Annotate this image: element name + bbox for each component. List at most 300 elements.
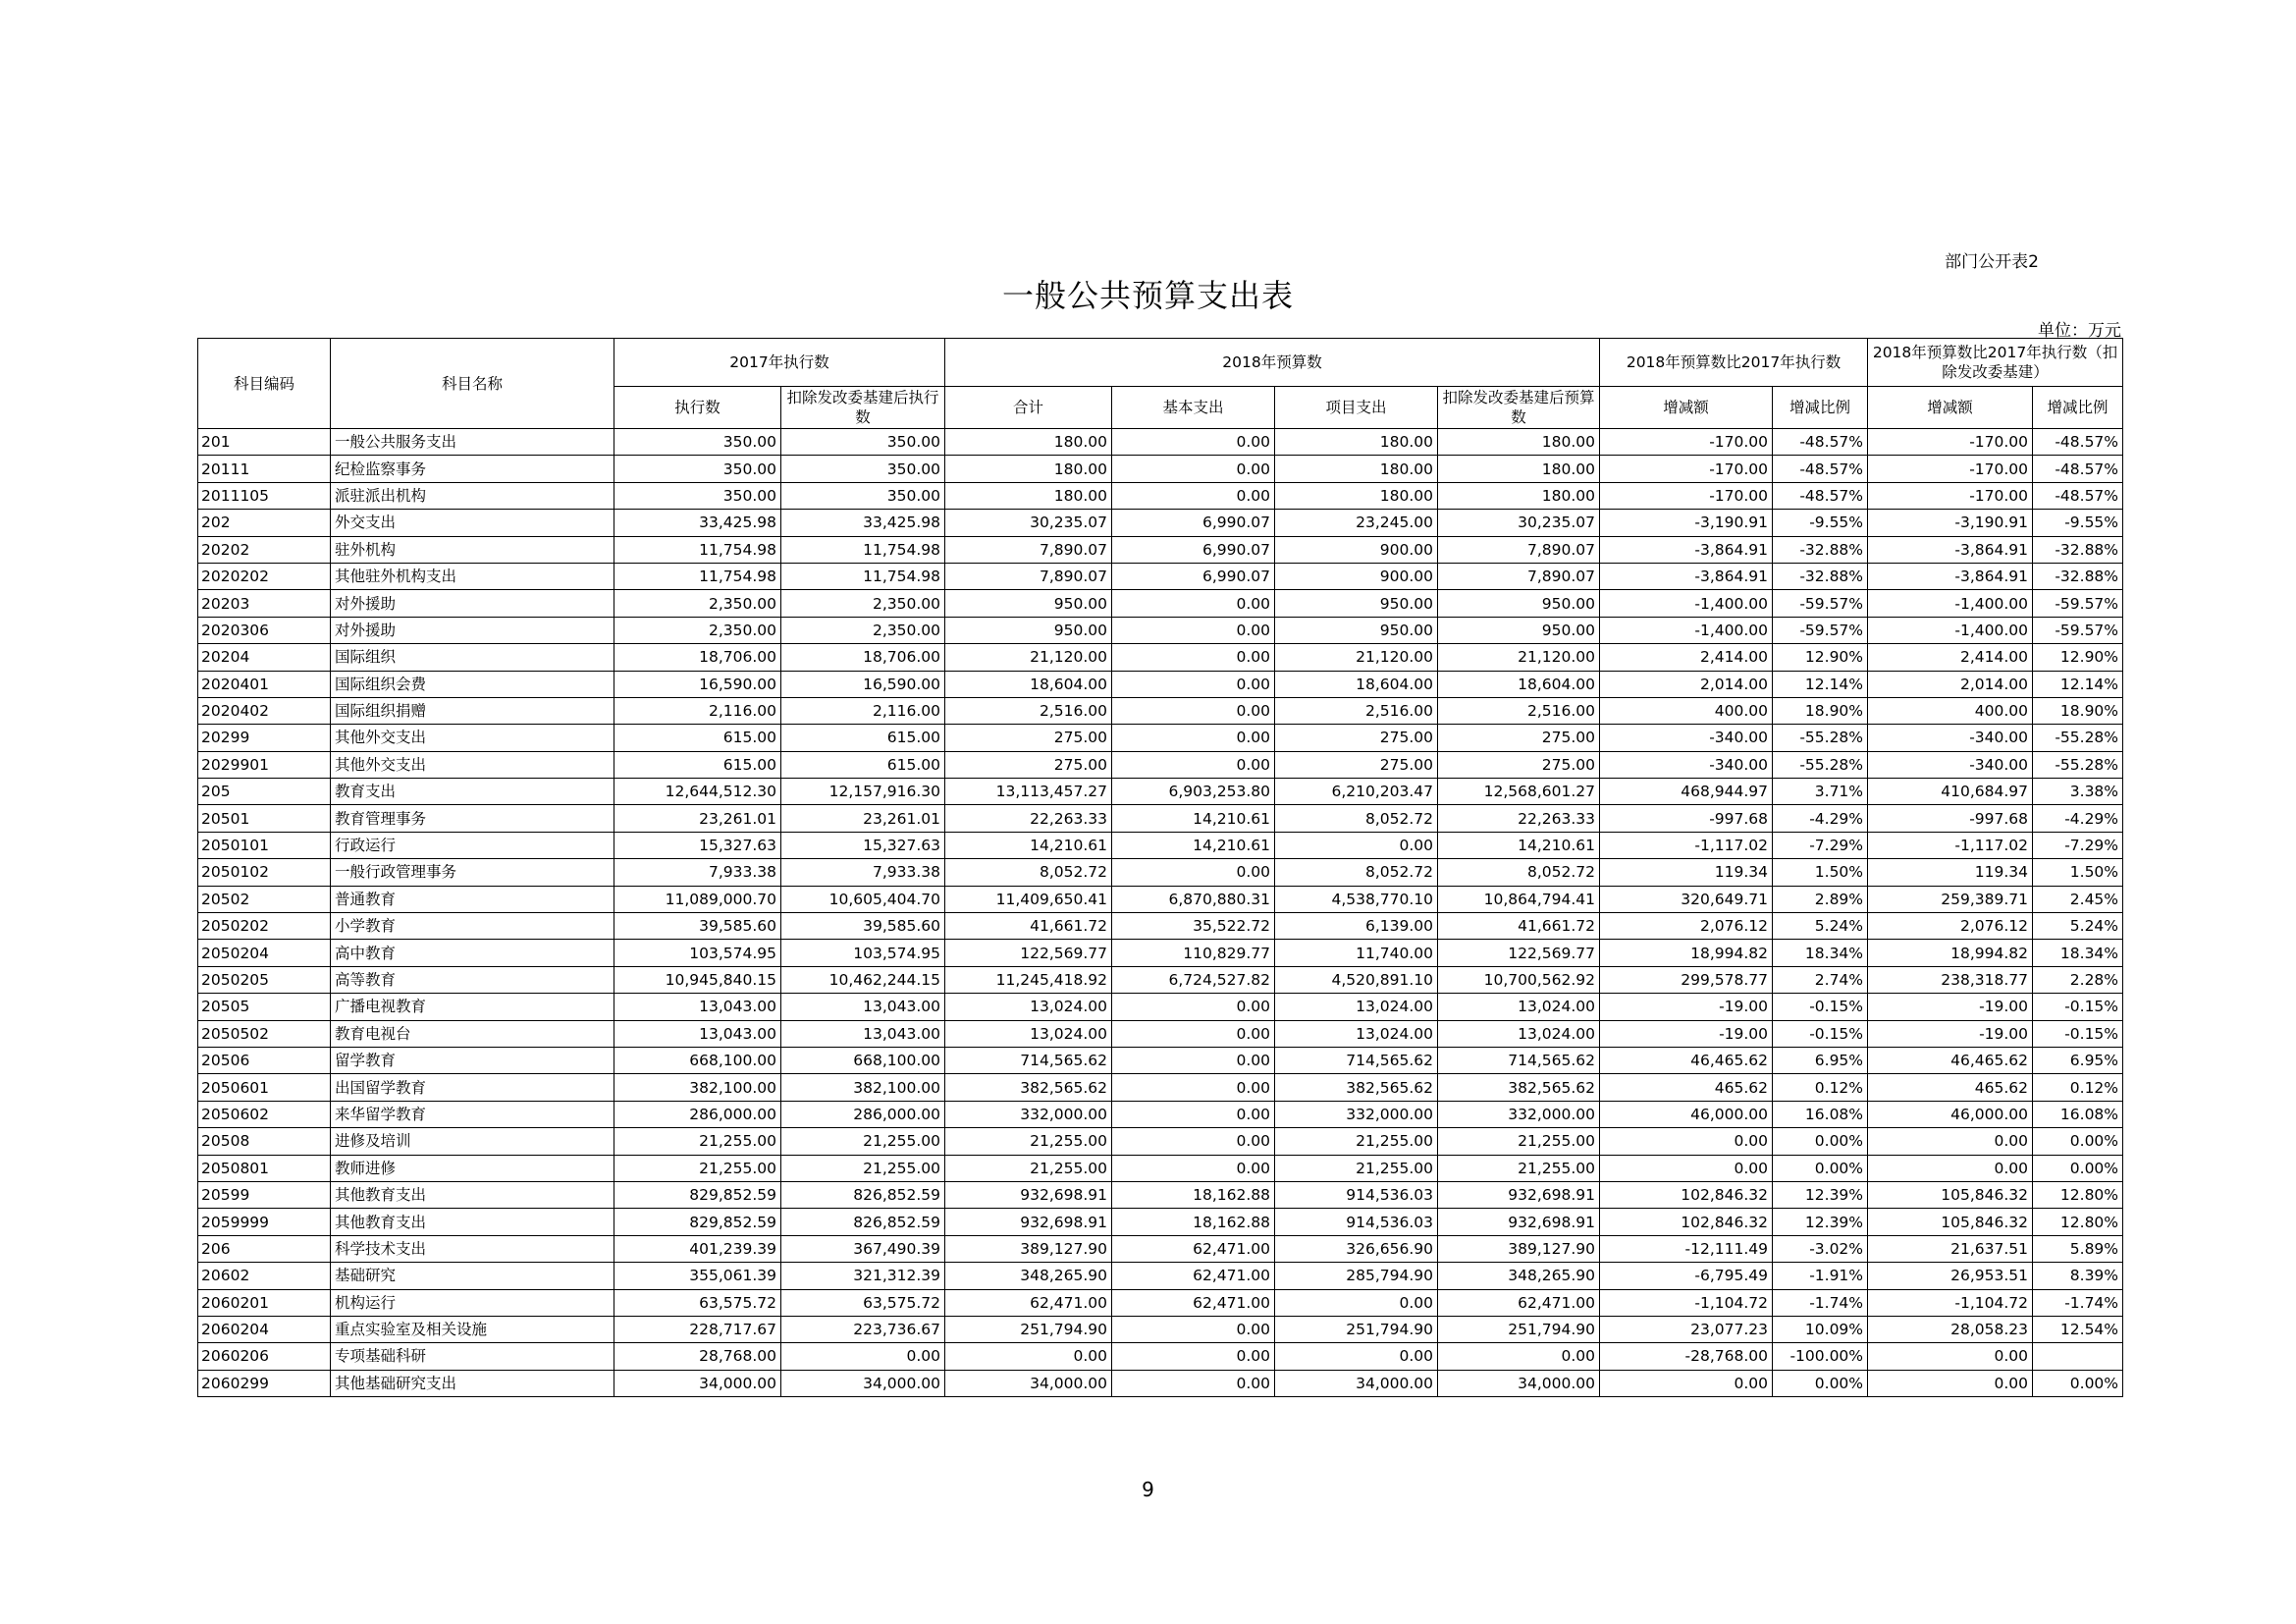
row-value: 2,516.00 bbox=[945, 697, 1112, 724]
row-value: -19.00 bbox=[1868, 1020, 2033, 1047]
row-value: 2,414.00 bbox=[1868, 644, 2033, 671]
row-value: 62,471.00 bbox=[1112, 1289, 1275, 1316]
row-value: 238,318.77 bbox=[1868, 966, 2033, 993]
row-value: 119.34 bbox=[1600, 859, 1773, 886]
row-value: 932,698.91 bbox=[945, 1181, 1112, 1208]
row-value: 34,000.00 bbox=[1438, 1370, 1600, 1396]
row-value: 382,565.62 bbox=[1438, 1074, 1600, 1101]
row-value: -1,117.02 bbox=[1868, 832, 2033, 858]
row-value: -997.68 bbox=[1868, 805, 2033, 832]
table-row bbox=[198, 940, 2123, 966]
row-value: 13,024.00 bbox=[1438, 994, 1600, 1020]
row-value: 0.00 bbox=[781, 1343, 945, 1370]
row-value: 2,516.00 bbox=[1275, 697, 1438, 724]
table-row bbox=[198, 1370, 2123, 1396]
row-name: 其他教育支出 bbox=[331, 1209, 614, 1235]
table-row bbox=[198, 805, 2123, 832]
row-value: -170.00 bbox=[1868, 482, 2033, 509]
row-value: 26,953.51 bbox=[1868, 1263, 2033, 1289]
row-code: 201 bbox=[198, 429, 331, 456]
table-row bbox=[198, 429, 2123, 456]
row-value: 5.24% bbox=[1773, 913, 1868, 940]
row-value: -55.28% bbox=[1773, 725, 1868, 751]
row-value: 21,255.00 bbox=[1275, 1155, 1438, 1181]
header-basic: 基本支出 bbox=[1112, 387, 1275, 429]
row-value: 11,245,418.92 bbox=[945, 966, 1112, 993]
row-value: 275.00 bbox=[1275, 725, 1438, 751]
row-value: -4.29% bbox=[1773, 805, 1868, 832]
row-value: 21,255.00 bbox=[945, 1128, 1112, 1155]
row-value: 180.00 bbox=[1275, 456, 1438, 482]
page-title: 一般公共预算支出表 bbox=[1001, 277, 1294, 314]
row-value: 0.00 bbox=[1112, 671, 1275, 697]
row-value: 400.00 bbox=[1600, 697, 1773, 724]
row-name: 教育电视台 bbox=[331, 1020, 614, 1047]
row-value: 105,846.32 bbox=[1868, 1181, 2033, 1208]
row-value: 7,890.07 bbox=[945, 536, 1112, 563]
row-code: 2050502 bbox=[198, 1020, 331, 1047]
row-value: 251,794.90 bbox=[1438, 1316, 1600, 1342]
row-value: 46,000.00 bbox=[1868, 1101, 2033, 1127]
row-value: 401,239.39 bbox=[614, 1235, 781, 1262]
row-value: -170.00 bbox=[1600, 429, 1773, 456]
row-value: 2,116.00 bbox=[614, 697, 781, 724]
row-value: 13,043.00 bbox=[614, 994, 781, 1020]
row-value: 18,604.00 bbox=[1438, 671, 1600, 697]
row-name: 其他驻外机构支出 bbox=[331, 563, 614, 589]
row-value: -3,864.91 bbox=[1600, 563, 1773, 589]
row-value: -55.28% bbox=[2033, 751, 2123, 778]
row-value: 46,465.62 bbox=[1868, 1047, 2033, 1073]
row-name: 教师进修 bbox=[331, 1155, 614, 1181]
row-value: 0.00 bbox=[1868, 1128, 2033, 1155]
table-row bbox=[198, 1289, 2123, 1316]
row-value: 2,516.00 bbox=[1438, 697, 1600, 724]
table-row bbox=[198, 1020, 2123, 1047]
row-code: 2020306 bbox=[198, 617, 331, 643]
row-value: 12.80% bbox=[2033, 1209, 2123, 1235]
row-value: 275.00 bbox=[1438, 725, 1600, 751]
row-value: 41,661.72 bbox=[1438, 913, 1600, 940]
row-name: 其他基础研究支出 bbox=[331, 1370, 614, 1396]
row-name: 出国留学教育 bbox=[331, 1074, 614, 1101]
row-value: 63,575.72 bbox=[614, 1289, 781, 1316]
row-value: 2.45% bbox=[2033, 886, 2123, 912]
row-value: 367,490.39 bbox=[781, 1235, 945, 1262]
row-value: 900.00 bbox=[1275, 563, 1438, 589]
row-value: 13,024.00 bbox=[945, 994, 1112, 1020]
row-value: 950.00 bbox=[1275, 617, 1438, 643]
row-value: 62,471.00 bbox=[945, 1289, 1112, 1316]
row-name: 纪检监察事务 bbox=[331, 456, 614, 482]
row-value: 33,425.98 bbox=[781, 510, 945, 536]
budget-table bbox=[197, 338, 2123, 1397]
row-value: 22,263.33 bbox=[945, 805, 1112, 832]
table-row bbox=[198, 886, 2123, 912]
row-value: 7,890.07 bbox=[1438, 563, 1600, 589]
row-value: -55.28% bbox=[1773, 751, 1868, 778]
row-value: 0.00 bbox=[1112, 725, 1275, 751]
row-value: 286,000.00 bbox=[781, 1101, 945, 1127]
row-value: 0.00 bbox=[1112, 482, 1275, 509]
row-value: 259,389.71 bbox=[1868, 886, 2033, 912]
table-row bbox=[198, 536, 2123, 563]
row-value: 0.00% bbox=[2033, 1155, 2123, 1181]
header-name: 科目名称 bbox=[331, 339, 614, 429]
row-value: 14,210.61 bbox=[1112, 805, 1275, 832]
table-row bbox=[198, 913, 2123, 940]
row-value: 13,043.00 bbox=[781, 1020, 945, 1047]
row-name: 机构运行 bbox=[331, 1289, 614, 1316]
row-value: 0.00 bbox=[1600, 1370, 1773, 1396]
row-value: 14,210.61 bbox=[1112, 832, 1275, 858]
row-value: 12.39% bbox=[1773, 1181, 1868, 1208]
row-value: -100.00% bbox=[1773, 1343, 1868, 1370]
row-value: 0.00 bbox=[1868, 1370, 2033, 1396]
header-total: 合计 bbox=[945, 387, 1112, 429]
row-value: 7,890.07 bbox=[1438, 536, 1600, 563]
row-value: 18.90% bbox=[1773, 697, 1868, 724]
row-value: 0.00% bbox=[2033, 1370, 2123, 1396]
row-value: 389,127.90 bbox=[1438, 1235, 1600, 1262]
row-code: 2050102 bbox=[198, 859, 331, 886]
row-value: 21,255.00 bbox=[781, 1128, 945, 1155]
table-row bbox=[198, 697, 2123, 724]
table-row bbox=[198, 1343, 2123, 1370]
row-value: 21,120.00 bbox=[945, 644, 1112, 671]
row-value: 350.00 bbox=[614, 429, 781, 456]
row-value: 15,327.63 bbox=[781, 832, 945, 858]
row-value: 3.38% bbox=[2033, 779, 2123, 805]
row-value: 2,076.12 bbox=[1868, 913, 2033, 940]
row-code: 2060206 bbox=[198, 1343, 331, 1370]
row-value: 826,852.59 bbox=[781, 1181, 945, 1208]
row-value: 5.89% bbox=[2033, 1235, 2123, 1262]
row-value: 180.00 bbox=[945, 482, 1112, 509]
row-value: 0.00 bbox=[1112, 1020, 1275, 1047]
row-value: 321,312.39 bbox=[781, 1263, 945, 1289]
row-value: 382,100.00 bbox=[614, 1074, 781, 1101]
row-value: 10,462,244.15 bbox=[781, 966, 945, 993]
row-value: 8.39% bbox=[2033, 1263, 2123, 1289]
row-value: 12.90% bbox=[2033, 644, 2123, 671]
row-value: 0.00 bbox=[1112, 1155, 1275, 1181]
header-budget-ex: 扣除发改委基建后预算数 bbox=[1438, 387, 1600, 429]
row-value: 28,768.00 bbox=[614, 1343, 781, 1370]
row-code: 2050204 bbox=[198, 940, 331, 966]
table-row bbox=[198, 1074, 2123, 1101]
row-value: 0.00 bbox=[1112, 859, 1275, 886]
row-value: 6,990.07 bbox=[1112, 510, 1275, 536]
row-value: -19.00 bbox=[1600, 1020, 1773, 1047]
row-value: 320,649.71 bbox=[1600, 886, 1773, 912]
row-value: 0.00 bbox=[1112, 751, 1275, 778]
row-value: 348,265.90 bbox=[945, 1263, 1112, 1289]
row-value: 35,522.72 bbox=[1112, 913, 1275, 940]
table-row bbox=[198, 751, 2123, 778]
row-code: 2050602 bbox=[198, 1101, 331, 1127]
row-value: 62,471.00 bbox=[1112, 1263, 1275, 1289]
row-value: 275.00 bbox=[1438, 751, 1600, 778]
row-value: 400.00 bbox=[1868, 697, 2033, 724]
row-name: 外交支出 bbox=[331, 510, 614, 536]
row-value: -59.57% bbox=[2033, 590, 2123, 617]
row-value: 950.00 bbox=[945, 590, 1112, 617]
row-value: 39,585.60 bbox=[614, 913, 781, 940]
row-name: 其他外交支出 bbox=[331, 725, 614, 751]
row-value: 18,994.82 bbox=[1868, 940, 2033, 966]
row-value: 110,829.77 bbox=[1112, 940, 1275, 966]
row-value: -3,190.91 bbox=[1600, 510, 1773, 536]
row-value: -48.57% bbox=[1773, 456, 1868, 482]
row-value: 13,043.00 bbox=[614, 1020, 781, 1047]
row-value: 0.00 bbox=[1112, 1101, 1275, 1127]
row-value: 21,255.00 bbox=[614, 1155, 781, 1181]
row-value: 228,717.67 bbox=[614, 1316, 781, 1342]
row-code: 20502 bbox=[198, 886, 331, 912]
row-code: 20508 bbox=[198, 1128, 331, 1155]
table-row bbox=[198, 1181, 2123, 1208]
row-code: 20599 bbox=[198, 1181, 331, 1208]
row-value: 714,565.62 bbox=[945, 1047, 1112, 1073]
row-code: 2059999 bbox=[198, 1209, 331, 1235]
row-value: 2,014.00 bbox=[1600, 671, 1773, 697]
row-value: 8,052.72 bbox=[1275, 805, 1438, 832]
row-value: 180.00 bbox=[945, 429, 1112, 456]
row-value: 18.34% bbox=[2033, 940, 2123, 966]
table-row bbox=[198, 671, 2123, 697]
row-value: 34,000.00 bbox=[781, 1370, 945, 1396]
table-row bbox=[198, 1209, 2123, 1235]
row-value: 950.00 bbox=[1438, 590, 1600, 617]
row-name: 一般公共服务支出 bbox=[331, 429, 614, 456]
row-code: 2060299 bbox=[198, 1370, 331, 1396]
row-value: 6,139.00 bbox=[1275, 913, 1438, 940]
row-value: 332,000.00 bbox=[1438, 1101, 1600, 1127]
header-exec-ex: 扣除发改委基建后执行数 bbox=[781, 387, 945, 429]
row-value: -1.91% bbox=[1773, 1263, 1868, 1289]
row-value: 103,574.95 bbox=[614, 940, 781, 966]
table-row bbox=[198, 563, 2123, 589]
row-code: 2020402 bbox=[198, 697, 331, 724]
row-value: 950.00 bbox=[1275, 590, 1438, 617]
row-value: 0.00 bbox=[1112, 617, 1275, 643]
row-code: 2050202 bbox=[198, 913, 331, 940]
row-value: -48.57% bbox=[1773, 429, 1868, 456]
row-value: 2,414.00 bbox=[1600, 644, 1773, 671]
row-value: 11,089,000.70 bbox=[614, 886, 781, 912]
row-value: 62,471.00 bbox=[1112, 1235, 1275, 1262]
row-code: 2060201 bbox=[198, 1289, 331, 1316]
row-value: 8,052.72 bbox=[1438, 859, 1600, 886]
row-value: 23,245.00 bbox=[1275, 510, 1438, 536]
row-value: 13,024.00 bbox=[945, 1020, 1112, 1047]
row-value: 2.89% bbox=[1773, 886, 1868, 912]
row-code: 20501 bbox=[198, 805, 331, 832]
row-value: 21,637.51 bbox=[1868, 1235, 2033, 1262]
row-name: 来华留学教育 bbox=[331, 1101, 614, 1127]
row-value: 714,565.62 bbox=[1438, 1047, 1600, 1073]
row-value: 900.00 bbox=[1275, 536, 1438, 563]
row-value: 2.74% bbox=[1773, 966, 1868, 993]
row-value: -1,117.02 bbox=[1600, 832, 1773, 858]
row-code: 20506 bbox=[198, 1047, 331, 1073]
row-value: 350.00 bbox=[781, 456, 945, 482]
row-code: 202 bbox=[198, 510, 331, 536]
row-name: 对外援助 bbox=[331, 590, 614, 617]
row-code: 20505 bbox=[198, 994, 331, 1020]
row-value: -32.88% bbox=[2033, 536, 2123, 563]
row-value: 6,990.07 bbox=[1112, 536, 1275, 563]
row-value: 275.00 bbox=[945, 751, 1112, 778]
row-value: 28,058.23 bbox=[1868, 1316, 2033, 1342]
row-value: 389,127.90 bbox=[945, 1235, 1112, 1262]
header-group-2018: 2018年预算数 bbox=[945, 339, 1600, 387]
row-value: 275.00 bbox=[1275, 751, 1438, 778]
row-value: -1.74% bbox=[2033, 1289, 2123, 1316]
header-change-pct: 增减比例 bbox=[1773, 387, 1868, 429]
row-value: 0.00 bbox=[1600, 1128, 1773, 1155]
row-code: 2050101 bbox=[198, 832, 331, 858]
row-value: -1,104.72 bbox=[1600, 1289, 1773, 1316]
row-code: 2050601 bbox=[198, 1074, 331, 1101]
row-name: 驻外机构 bbox=[331, 536, 614, 563]
row-value: -7.29% bbox=[1773, 832, 1868, 858]
row-value: -1.74% bbox=[1773, 1289, 1868, 1316]
row-value: 932,698.91 bbox=[1438, 1209, 1600, 1235]
row-value: 12,157,916.30 bbox=[781, 779, 945, 805]
row-value: -1,400.00 bbox=[1600, 590, 1773, 617]
row-value: 18,706.00 bbox=[614, 644, 781, 671]
row-value: 332,000.00 bbox=[945, 1101, 1112, 1127]
row-value: 350.00 bbox=[781, 482, 945, 509]
row-value: 11,409,650.41 bbox=[945, 886, 1112, 912]
row-value: 0.00% bbox=[1773, 1155, 1868, 1181]
row-value: -3,864.91 bbox=[1600, 536, 1773, 563]
row-value: -340.00 bbox=[1600, 751, 1773, 778]
row-value: -3,190.91 bbox=[1868, 510, 2033, 536]
row-code: 2011105 bbox=[198, 482, 331, 509]
row-value: 0.12% bbox=[1773, 1074, 1868, 1101]
row-name: 高等教育 bbox=[331, 966, 614, 993]
row-value: 2,014.00 bbox=[1868, 671, 2033, 697]
row-value: 21,255.00 bbox=[1438, 1155, 1600, 1181]
row-name: 小学教育 bbox=[331, 913, 614, 940]
row-name: 国际组织捐赠 bbox=[331, 697, 614, 724]
row-value: 5.24% bbox=[2033, 913, 2123, 940]
row-value: -48.57% bbox=[2033, 429, 2123, 456]
row-code: 2050205 bbox=[198, 966, 331, 993]
row-value: 6.95% bbox=[1773, 1047, 1868, 1073]
row-value: 103,574.95 bbox=[781, 940, 945, 966]
row-value: 285,794.90 bbox=[1275, 1263, 1438, 1289]
row-value: 22,263.33 bbox=[1438, 805, 1600, 832]
row-value: 275.00 bbox=[945, 725, 1112, 751]
unit-label: 单位：万元 bbox=[2038, 321, 2121, 341]
row-value: 0.00 bbox=[1112, 1316, 1275, 1342]
row-value: 10,864,794.41 bbox=[1438, 886, 1600, 912]
row-value: 13,043.00 bbox=[781, 994, 945, 1020]
row-value: 15,327.63 bbox=[614, 832, 781, 858]
row-value: 14,210.61 bbox=[945, 832, 1112, 858]
row-value: 382,565.62 bbox=[1275, 1074, 1438, 1101]
table-row bbox=[198, 1128, 2123, 1155]
row-value: 6,870,880.31 bbox=[1112, 886, 1275, 912]
row-value: 914,536.03 bbox=[1275, 1209, 1438, 1235]
row-value: 21,120.00 bbox=[1438, 644, 1600, 671]
row-value: -32.88% bbox=[1773, 536, 1868, 563]
header-change-pct-ex: 增减比例 bbox=[2033, 387, 2123, 429]
row-value: 355,061.39 bbox=[614, 1263, 781, 1289]
row-code: 205 bbox=[198, 779, 331, 805]
row-value: 0.00 bbox=[1112, 644, 1275, 671]
row-value: 615.00 bbox=[614, 751, 781, 778]
row-value: 0.00 bbox=[1112, 697, 1275, 724]
row-value: 21,120.00 bbox=[1275, 644, 1438, 671]
row-value: 18,706.00 bbox=[781, 644, 945, 671]
row-code: 2060204 bbox=[198, 1316, 331, 1342]
row-name: 国际组织会费 bbox=[331, 671, 614, 697]
header-change-ex: 增减额 bbox=[1868, 387, 2033, 429]
row-value: 4,520,891.10 bbox=[1275, 966, 1438, 993]
row-value: 714,565.62 bbox=[1275, 1047, 1438, 1073]
row-value: 350.00 bbox=[614, 482, 781, 509]
row-value: 12.14% bbox=[2033, 671, 2123, 697]
row-value: 23,077.23 bbox=[1600, 1316, 1773, 1342]
row-name: 进修及培训 bbox=[331, 1128, 614, 1155]
row-value: 16.08% bbox=[1773, 1101, 1868, 1127]
row-value: -170.00 bbox=[1600, 482, 1773, 509]
table-row bbox=[198, 994, 2123, 1020]
row-value: 0.00 bbox=[1112, 1074, 1275, 1101]
row-value: -1,104.72 bbox=[1868, 1289, 2033, 1316]
row-value: 18.34% bbox=[1773, 940, 1868, 966]
row-value: 668,100.00 bbox=[614, 1047, 781, 1073]
row-value: -55.28% bbox=[2033, 725, 2123, 751]
row-value: -59.57% bbox=[2033, 617, 2123, 643]
row-value: 826,852.59 bbox=[781, 1209, 945, 1235]
row-value: 350.00 bbox=[614, 456, 781, 482]
row-value: 46,465.62 bbox=[1600, 1047, 1773, 1073]
row-value: -12,111.49 bbox=[1600, 1235, 1773, 1262]
row-value: 932,698.91 bbox=[945, 1209, 1112, 1235]
page-number: 9 bbox=[1142, 1478, 1154, 1501]
row-value: 16.08% bbox=[2033, 1101, 2123, 1127]
row-value: -1,400.00 bbox=[1600, 617, 1773, 643]
row-name: 对外援助 bbox=[331, 617, 614, 643]
row-value: 21,255.00 bbox=[1438, 1128, 1600, 1155]
row-value: 382,100.00 bbox=[781, 1074, 945, 1101]
row-name: 派驻派出机构 bbox=[331, 482, 614, 509]
row-name: 一般行政管理事务 bbox=[331, 859, 614, 886]
row-name: 其他外交支出 bbox=[331, 751, 614, 778]
row-value: 18,162.88 bbox=[1112, 1181, 1275, 1208]
row-value: -32.88% bbox=[1773, 563, 1868, 589]
row-value: 7,933.38 bbox=[781, 859, 945, 886]
row-name: 基础研究 bbox=[331, 1263, 614, 1289]
row-value: 0.00 bbox=[1112, 429, 1275, 456]
row-value: 6,210,203.47 bbox=[1275, 779, 1438, 805]
row-value: 0.00 bbox=[1112, 1370, 1275, 1396]
row-value: -9.55% bbox=[2033, 510, 2123, 536]
row-name: 广播电视教育 bbox=[331, 994, 614, 1020]
table-row bbox=[198, 1263, 2123, 1289]
row-value: 10,700,562.92 bbox=[1438, 966, 1600, 993]
row-name: 行政运行 bbox=[331, 832, 614, 858]
table-body bbox=[198, 429, 2123, 1397]
row-value: -0.15% bbox=[2033, 1020, 2123, 1047]
row-code: 20204 bbox=[198, 644, 331, 671]
